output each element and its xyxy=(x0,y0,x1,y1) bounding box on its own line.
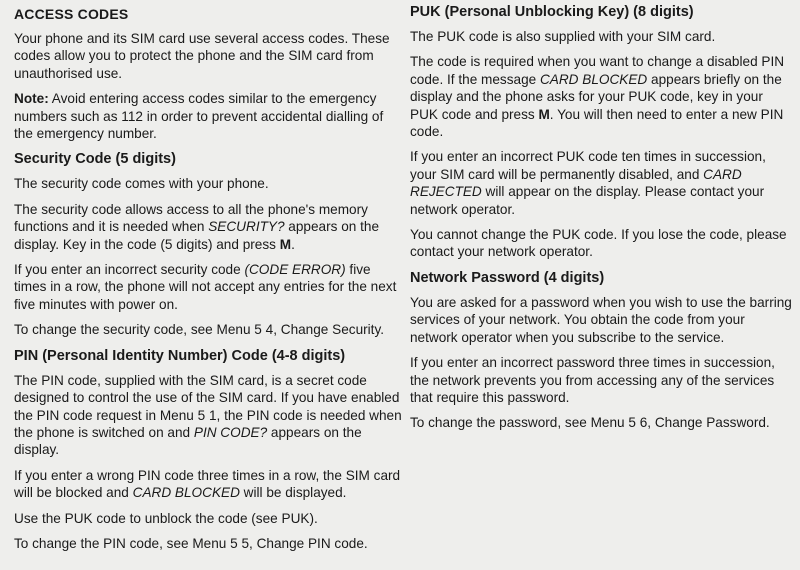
pin-p1: The PIN code, supplied with the SIM card, is a secret code designed to control the use of the SIM card. If you have enabled the PIN code request in Menu 5 1, the PIN code is needed when the phone is switched on and PIN CODE? appears on the display. xyxy=(14,372,402,458)
pin-p2: If you enter a wrong PIN code three times in a row, the SIM card will be blocked and CARD BLOCKED will be displayed. xyxy=(14,467,401,501)
security-p3: If you enter an incorrect security code (CODE ERROR) five times in a row, the phone will not accept any entries for the next five minutes with power on. xyxy=(14,262,397,312)
note-label: Note: xyxy=(14,91,49,107)
security-p1: The security code comes with your phone. xyxy=(14,176,269,192)
puk-p1: The PUK code is also supplied with your SIM card. xyxy=(410,29,716,44)
network-p2: If you enter an incorrect password three times in succession, the network prevents you from accessing any of the services that require this password. xyxy=(410,355,775,405)
note-paragraph xyxy=(14,90,402,142)
right-column xyxy=(410,0,794,440)
pin-code-heading: PIN (Personal Identity Number) Code (4-8 digits) xyxy=(14,347,346,364)
security-p4: To change the security code, see Menu 5 4, Change Security. xyxy=(14,322,385,338)
security-p2: The security code allows access to all the phone's memory functions and it is needed when SECURITY? appears on the display. Key in the code (5 digits) and press M. xyxy=(14,201,380,252)
pin-p3: Use the PUK code to unblock the code (see PUK). xyxy=(14,510,318,526)
pin-p4: To change the PIN code, see Menu 5 5, Change PIN code. xyxy=(14,535,368,551)
network-p1: You are asked for a password when you wish to use the barring services of your network. You obtain the code from your network operator when you subscribe to the service. xyxy=(410,294,792,345)
network-password-heading: Network Password (4 digits) xyxy=(410,269,605,286)
page-title: ACCESS CODES xyxy=(14,6,129,22)
left-column xyxy=(14,0,402,560)
puk-p3: If you enter an incorrect PUK code ten times in succession, your SIM card will be permanently disabled, and CARD REJECTED will appear on the display. Please contact your network operator. xyxy=(410,149,766,217)
puk-heading: PUK (Personal Unblocking Key) (8 digits) xyxy=(410,4,694,20)
puk-p4: You cannot change the PUK code. If you lose the code, please contact your network operator. xyxy=(410,227,787,260)
network-p3: To change the password, see Menu 5 6, Change Password. xyxy=(410,415,770,431)
puk-p2: The code is required when you want to change a disabled PIN code. If the message CARD BLOCKED appears briefly on the display and the phone asks for your PUK code, key in your PUK code and press M. You will then need to enter a new PIN code. xyxy=(410,54,785,140)
security-code-heading: Security Code (5 digits) xyxy=(14,151,176,168)
intro-paragraph: Your phone and its SIM card use several access codes. These codes allow you to protect the phone and the SIM card from unauthorised use. xyxy=(14,31,390,81)
note-text: Avoid entering access codes similar to the emergency numbers such as 112 in order to prevent accidental dialling of the emergency number. xyxy=(14,91,384,142)
